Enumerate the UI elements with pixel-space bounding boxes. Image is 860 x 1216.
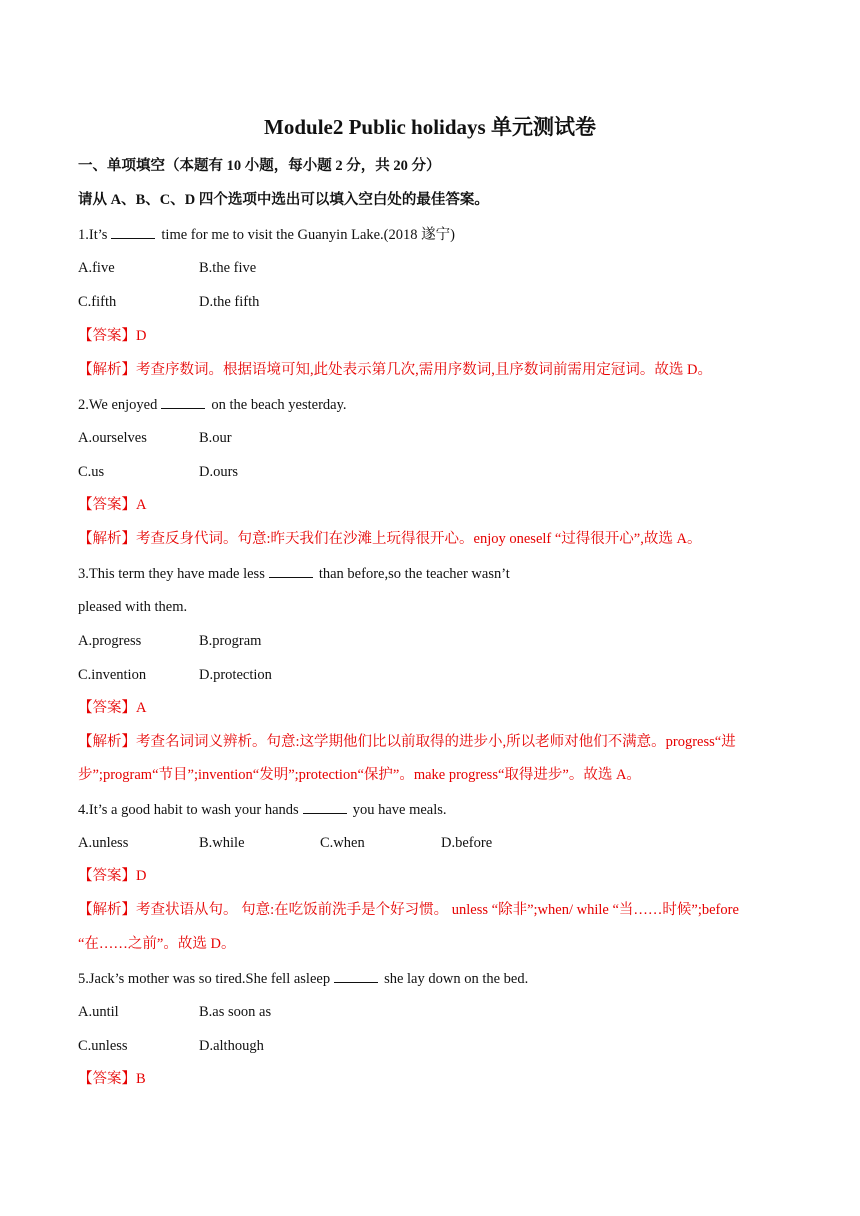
analysis-line: 【解析】考查状语从句。 句意:在吃饭前洗手是个好习惯。 unless “除非”;when/ while “当……时候”;before: [78, 902, 739, 918]
analysis-line: 【解析】考查名词词义辨析。句意:这学期他们比以前取得的进步小,所以老师对他们不满意。progress“进: [78, 734, 736, 750]
option-c: C.when: [320, 835, 365, 851]
answer-line: 【答案】B: [78, 1071, 146, 1087]
option-row: [78, 428, 320, 448]
answer-blank: [303, 799, 347, 814]
option-d: D.although: [199, 1038, 264, 1054]
answer-line: 【答案】D: [78, 868, 147, 884]
option-c: C.invention: [78, 667, 147, 683]
analysis-line: 【解析】考查序数词。根据语境可知,此处表示第几次,需用序数词,且序数词前需用定冠词。故选 D。: [78, 362, 712, 378]
stem-text: time for me to visit the Guanyin Lake.(2018 遂宁): [161, 227, 455, 243]
stem-text: 3.This term they have made less: [78, 566, 265, 582]
stem-text: on the beach yesterday.: [211, 397, 347, 413]
answer-blank: [269, 563, 313, 578]
answer-blank: [161, 394, 205, 409]
option-a: A.five: [78, 260, 115, 276]
option-b: B.as soon as: [199, 1004, 272, 1020]
stem-text: you have meals.: [352, 802, 447, 818]
stem-text: 4.It’s a good habit to wash your hands: [78, 802, 299, 818]
stem-text: she lay down on the bed.: [384, 971, 529, 987]
analysis-line-continued: 步”;program“节目”;invention“发明”;protection“保护”。make progress“取得进步”。故选 A。: [78, 767, 641, 783]
question-stem: [78, 799, 447, 820]
question-stem: [78, 224, 455, 245]
section-heading: 一、单项填空（本题有 10 小题，每小题 2 分，共 20 分）: [78, 158, 441, 174]
option-row: [78, 1002, 320, 1022]
option-row: [78, 665, 320, 685]
answer-line: 【答案】A: [78, 700, 147, 716]
analysis-line: 【解析】考查反身代词。句意:昨天我们在沙滩上玩得很开心。enjoy oneself “过得很开心”,故选 A。: [78, 531, 702, 547]
option-a: A.progress: [78, 633, 142, 649]
option-row: [78, 462, 320, 482]
answer-blank: [111, 224, 155, 239]
question-stem-continued: pleased with them.: [78, 599, 188, 615]
option-d: D.before: [441, 835, 493, 851]
stem-text: 5.Jack’s mother was so tired.She fell asleep: [78, 971, 331, 987]
option-b: B.our: [199, 430, 232, 446]
option-c: C.unless: [78, 1038, 128, 1054]
option-b: B.program: [199, 633, 262, 649]
stem-text: 2.We enjoyed: [78, 397, 158, 413]
option-row: [78, 1036, 320, 1056]
answer-line: 【答案】D: [78, 328, 147, 344]
question-stem: [78, 563, 510, 584]
option-c: C.fifth: [78, 294, 117, 310]
option-row: [78, 833, 562, 853]
option-a: A.unless: [78, 835, 129, 851]
option-row: [78, 292, 320, 312]
option-a: A.ourselves: [78, 430, 147, 446]
section-instruction: 请从 A、B、C、D 四个选项中选出可以填入空白处的最佳答案。: [78, 192, 489, 208]
option-b: B.the five: [199, 260, 257, 276]
stem-text: than before,so the teacher wasn’t: [318, 566, 510, 582]
question-stem: [78, 394, 347, 415]
question-stem: [78, 968, 528, 989]
page-title: Module2 Public holidays 单元测试卷: [264, 115, 596, 139]
stem-text: 1.It’s: [78, 227, 108, 243]
option-d: D.ours: [199, 464, 239, 480]
analysis-line-continued: “在……之前”。故选 D。: [78, 936, 236, 952]
answer-blank: [334, 968, 378, 983]
option-b: B.while: [199, 835, 245, 851]
option-row: [78, 258, 320, 278]
option-d: D.the fifth: [199, 294, 260, 310]
option-d: D.protection: [199, 667, 272, 683]
option-row: [78, 631, 320, 651]
option-a: A.until: [78, 1004, 119, 1020]
answer-line: 【答案】A: [78, 497, 147, 513]
option-c: C.us: [78, 464, 105, 480]
